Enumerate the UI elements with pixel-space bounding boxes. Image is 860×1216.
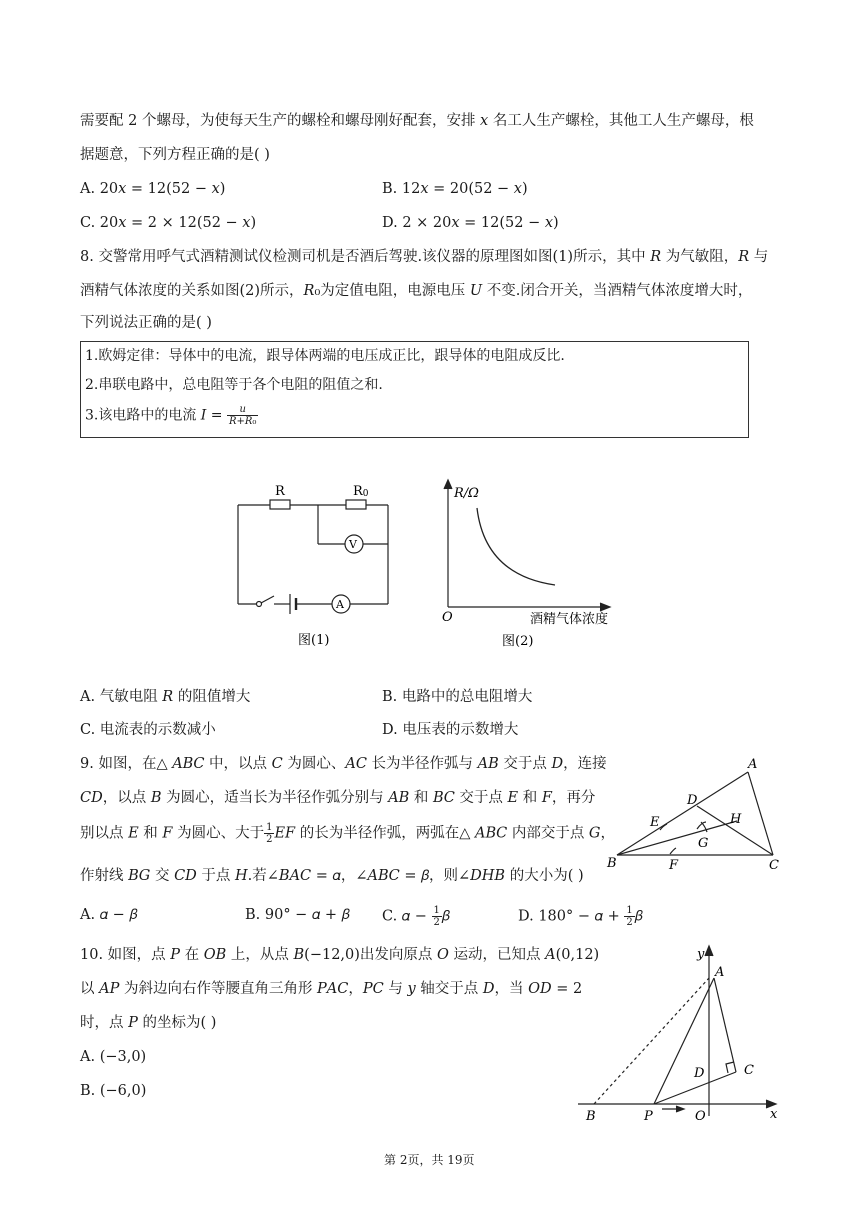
- current-formula-fraction: [227, 404, 258, 427]
- point-p-label: P: [644, 1109, 653, 1120]
- q9-c-half: $\frac{1}{2}$: [433, 905, 440, 928]
- point-h-label: H: [730, 812, 742, 827]
- q7-option-c: C. 20𝑥 = 2 × 12(52 − 𝑥): [80, 215, 257, 231]
- hint-line3: [85, 404, 258, 427]
- q10-stem-line3: 时，点 𝑃 的坐标为( ): [80, 1015, 217, 1031]
- point-d-label: D: [687, 793, 698, 808]
- q8-stem-line3: 下列说法正确的是( ): [80, 315, 212, 331]
- q8-option-d: D. 电压表的示数增大: [382, 722, 519, 738]
- point-c-label: C: [744, 1063, 754, 1078]
- q9-option-b: B. 90° − 𝛼 + 𝛽: [245, 907, 350, 923]
- q9-stem-line1: 9. 如图，在△ 𝐴𝐵𝐶 中，以点 𝐶 为圆心、𝐴𝐶 长为半径作弧与 𝐴𝐵 交于点 𝐷，连接: [80, 756, 607, 772]
- fraction-numerator: 𝑢: [227, 404, 258, 416]
- y-axis-label: y: [697, 947, 705, 962]
- q9-stem-line4: 作射线 𝐵𝐺 交 𝐶𝐷 于点 𝐻.若∠𝐵𝐴𝐶 = 𝛼，∠𝐴𝐵𝐶 = 𝛽，则∠𝐷𝐻𝐵 的大小为( ): [80, 868, 584, 884]
- graph-y-label: R/Ω: [454, 486, 479, 501]
- q9-stem-line3: [80, 822, 615, 845]
- point-g-label: G: [698, 836, 709, 851]
- ammeter-label: A: [336, 598, 344, 611]
- resistance-concentration-graph: [430, 475, 630, 655]
- q9-option-c: C. 𝛼 − $\frac{1}{2}$ 𝛽: [382, 905, 450, 928]
- q8-option-a: A. 气敏电阻 𝑅 的阻值增大: [80, 689, 251, 705]
- graph-x-label: 酒精气体浓度: [530, 612, 609, 627]
- half-fraction: $\frac{1}{2}$: [266, 822, 273, 845]
- resistor-r-label: R: [275, 484, 285, 499]
- graph-origin-label: O: [442, 610, 453, 625]
- point-c-label: C: [769, 858, 779, 873]
- hint-line2: 2.串联电路中，总电阻等于各个电阻的阻值之和.: [85, 377, 383, 393]
- voltmeter-label: V: [349, 538, 357, 551]
- q10-option-a: A. (−3,0): [80, 1049, 147, 1065]
- hint-line1: 1.欧姆定律：导体中的电流，跟导体两端的电压成正比，跟导体的电阻成反比.: [85, 348, 565, 364]
- q10-stem-line2: 以 𝐴𝑃 为斜边向右作等腰直角三角形 𝑃𝐴𝐶，𝑃𝐶 与 𝑦 轴交于点 𝐷，当 𝑂𝐷 = 2: [80, 981, 583, 997]
- q9-option-d: D. 180° − 𝛼 + $\frac{1}{2}$ 𝛽: [518, 905, 643, 928]
- point-f-label: F: [669, 858, 679, 873]
- q10-stem-line1: 10. 如图，点 𝑃 在 𝑂𝐵 上，从点 𝐵(−12,0)出发向原点 𝑂 运动，已知点 𝐴(0,12): [80, 947, 600, 963]
- q8-hint-box: [80, 341, 749, 438]
- triangle-abc-figure: [605, 752, 790, 877]
- q9-line3-part-a: 别以点 𝐸 和 𝐹 为圆心、大于: [80, 825, 265, 842]
- q10-option-b: B. (−6,0): [80, 1083, 147, 1099]
- point-b-label: B: [607, 856, 617, 871]
- origin-label: O: [695, 1109, 706, 1120]
- point-d-label: D: [694, 1066, 705, 1081]
- q7-option-b: B. 12𝑥 = 20(52 − 𝑥): [382, 181, 528, 197]
- q9-line3-part-b: 𝐸𝐹 的长为半径作弧，两弧在△ 𝐴𝐵𝐶 内部交于点 𝐺，: [274, 825, 616, 842]
- q9-d-half: $\frac{1}{2}$: [626, 905, 633, 928]
- q7-option-a: A. 20𝑥 = 12(52 − 𝑥): [80, 181, 226, 197]
- page-footer: 第 2页，共 19页: [384, 1153, 475, 1167]
- q7-stem-line2: 据题意，下列方程正确的是( ): [80, 147, 270, 163]
- q8-option-c: C. 电流表的示数减小: [80, 722, 216, 738]
- circuit-diagram: [228, 478, 398, 653]
- q7-stem-line1: 需要配 2 个螺母，为使每天生产的螺栓和螺母刚好配套，安排 𝑥 名工人生产螺栓，其他工人生产螺母，根: [80, 113, 754, 129]
- q8-stem-line2: 酒精气体浓度的关系如图(2)所示，𝑅₀为定值电阻，电源电压 𝑈 不变.闭合开关，当酒精气体浓度增大时，: [80, 283, 753, 299]
- resistor-r0-label: R0: [353, 484, 369, 499]
- coordinate-figure: [578, 940, 783, 1120]
- point-e-label: E: [650, 815, 660, 830]
- fraction-denominator: 𝑅+𝑅₀: [228, 416, 257, 427]
- q9-option-a: A. 𝛼 − 𝛽: [80, 907, 138, 923]
- point-b-label: B: [586, 1109, 596, 1120]
- q8-stem-line1: 8. 交警常用呼气式酒精测试仪检测司机是否酒后驾驶.该仪器的原理图如图(1)所示，其中 𝑅 为气敏阻，𝑅 与: [80, 249, 769, 265]
- q8-option-b: B. 电路中的总电阻增大: [382, 689, 533, 705]
- q7-option-d: D. 2 × 20𝑥 = 12(52 − 𝑥): [382, 215, 559, 231]
- figure2-caption: 图(2): [502, 634, 534, 649]
- x-axis-label: x: [770, 1107, 778, 1120]
- figure1-caption: 图(1): [298, 633, 330, 648]
- point-a-label: A: [748, 757, 758, 772]
- point-a-label: A: [715, 965, 725, 980]
- q9-stem-line2: 𝐶𝐷，以点 𝐵 为圆心，适当长为半径作弧分别与 𝐴𝐵 和 𝐵𝐶 交于点 𝐸 和 𝐹，再分: [80, 790, 596, 806]
- hint-line3-prefix: 3.该电路中的电流 𝐼 =: [85, 407, 227, 424]
